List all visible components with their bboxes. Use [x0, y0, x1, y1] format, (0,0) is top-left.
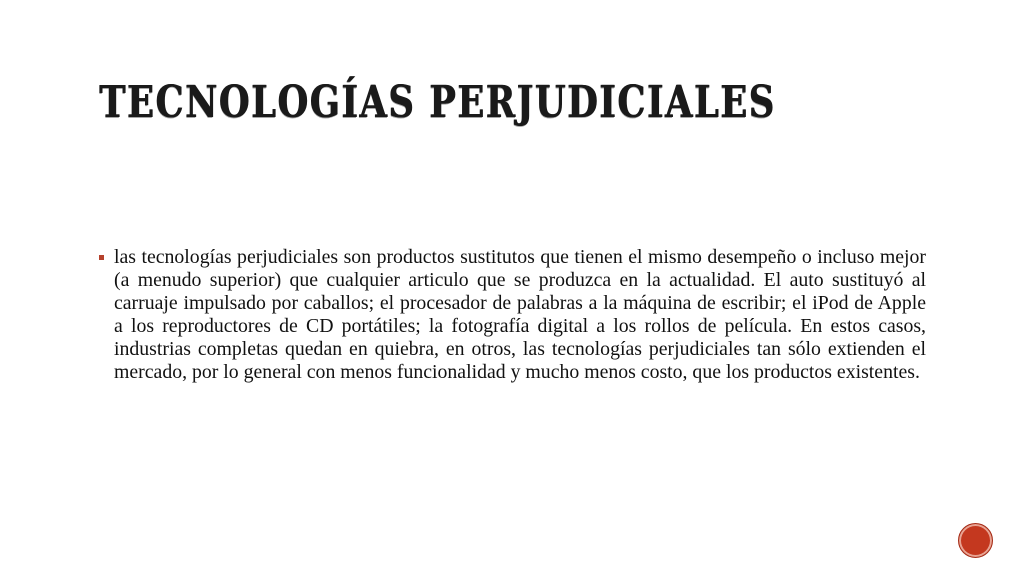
slide-title: TECNOLOGÍAS PERJUDICIALES: [99, 77, 776, 128]
bullet-list: [99, 246, 926, 384]
list-item: [99, 246, 926, 384]
square-bullet-icon: [99, 255, 104, 260]
slide-number-badge: [958, 523, 993, 558]
bullet-text: las tecnologías perjudiciales son productos sustitutos que tienen el mismo desempeño o incluso mejor (a menudo superior) que cualquier articulo que se produzca en la actualidad. El auto sustituyó al carruaje impulsado por caballos; el procesador de palabras a la máquina de escribir; el iPod de Apple a los reproductores de CD portátiles; la fotografía digital a los rollos de película. En estos casos, industrias completas quedan en quiebra, en otros, las tecnologías perjudiciales tan sólo extienden el mercado, por lo general con menos funcionalidad y mucho menos costo, que los productos existentes.: [114, 246, 926, 383]
